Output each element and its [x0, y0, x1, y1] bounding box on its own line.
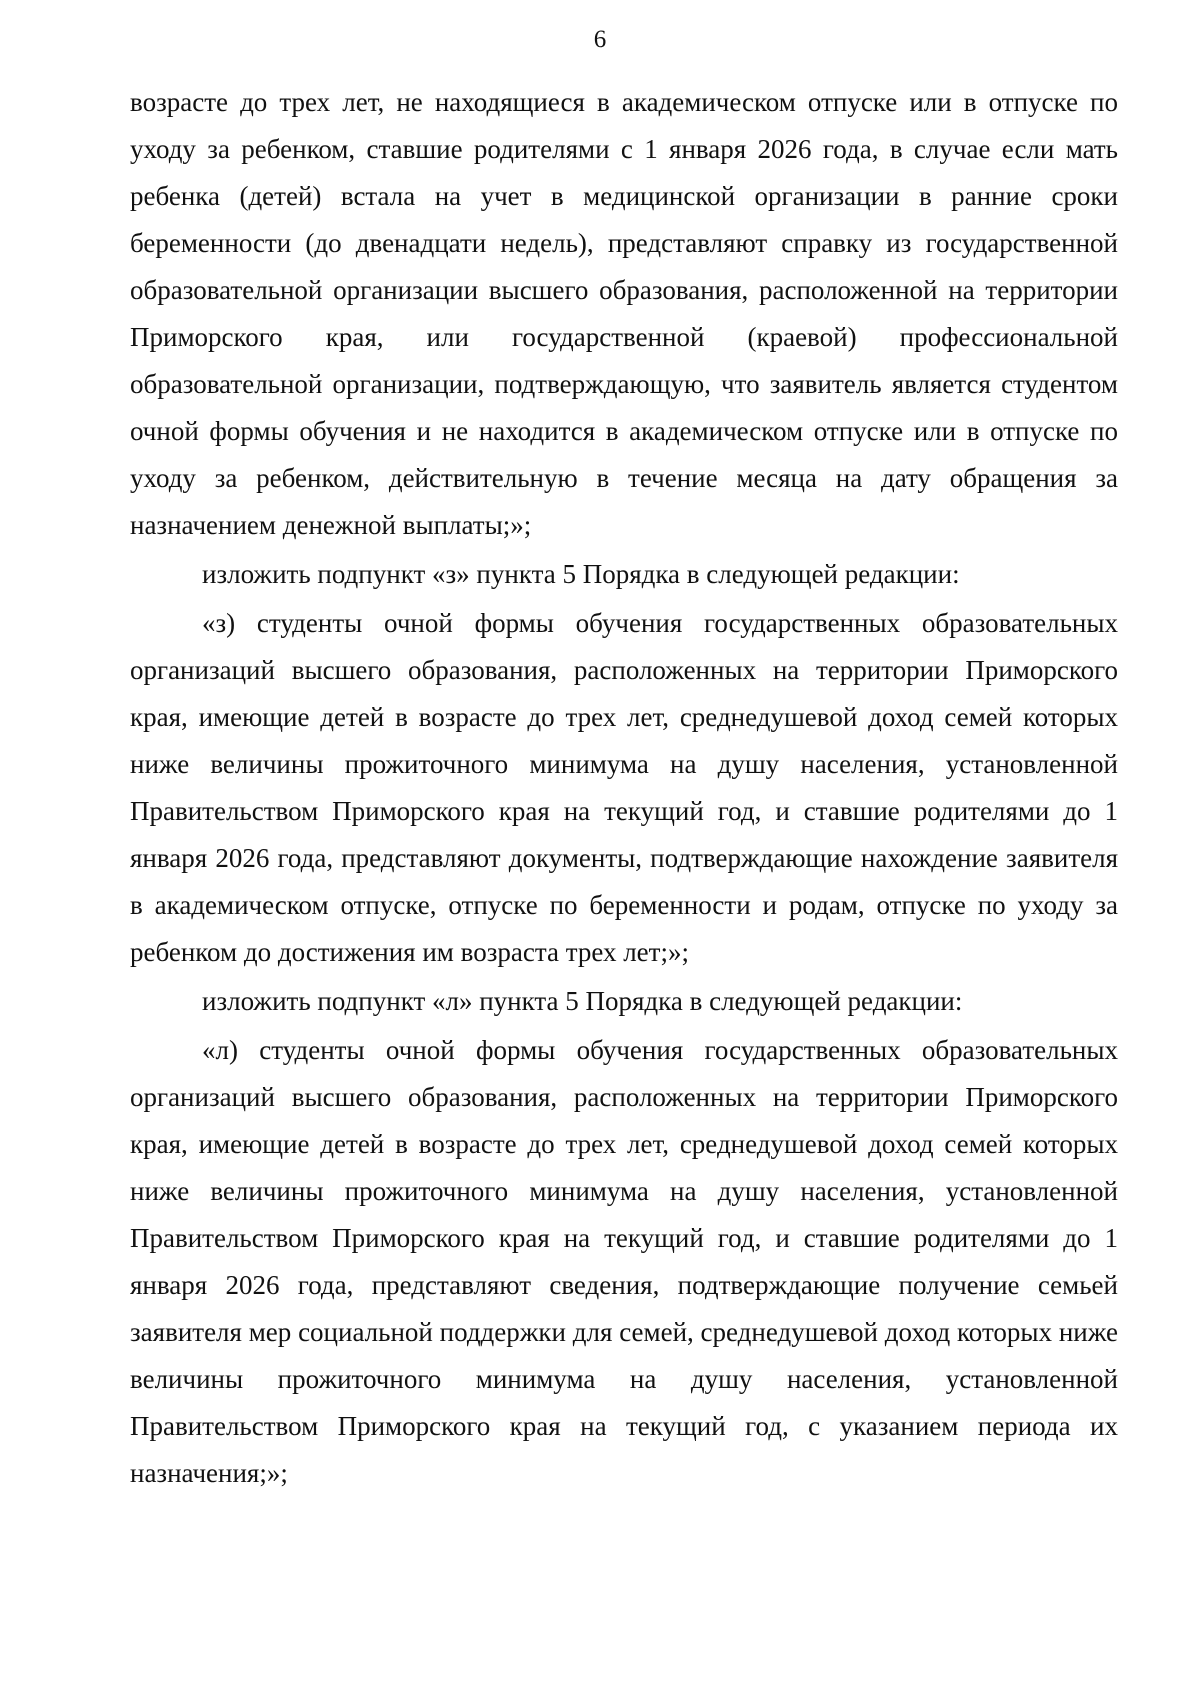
paragraph-subitem-l: «л) студенты очной формы обучения государственных образовательных организаций высшего образования, расположенных на территории Приморского края, имеющие детей в возрасте до трех лет, среднедушевой доход семей которых ниже величины прожиточного минимума на душу населения, установленной Правительством Приморского края на текущий год, и ставшие родителями до 1 января 2026 года, представляют сведения, подтверждающие получение семьей заявителя мер социальной поддержки для семей, среднедушевой доход которых ниже величины прожиточного минимума на душу населения, установленной Правительством Приморского края на текущий год, с указанием периода их назначения;»; [130, 1035, 1118, 1488]
page-number: 6 [593, 26, 607, 53]
document-body [130, 79, 1118, 1497]
paragraph-instruction-z: изложить подпункт «з» пункта 5 Порядка в следующей редакции: [202, 559, 960, 589]
paragraph-continuation: возрасте до трех лет, не находящиеся в академическом отпуске или в отпуске по уходу за ребенком, ставшие родителями с 1 января 2026 года, в случае если мать ребенка (детей) встала на учет в медицинской организации в ранние сроки беременности (до двенадцати недель), представляют справку из государственной образовательной организации высшего образования, расположенной на территории Приморского края, или государственной (краевой) профессиональной образовательной организации, подтверждающую, что заявитель является студентом очной формы обучения и не находится в академическом отпуске или в отпуске по уходу за ребенком, действительную в течение месяца на дату обращения за назначением денежной выплаты;»; [130, 87, 1118, 540]
paragraph-instruction-l: изложить подпункт «л» пункта 5 Порядка в следующей редакции: [202, 986, 963, 1016]
paragraph-subitem-z: «з) студенты очной формы обучения государственных образовательных организаций высшего образования, расположенных на территории Приморского края, имеющие детей в возрасте до трех лет, среднедушевой доход семей которых ниже величины прожиточного минимума на душу населения, установленной Правительством Приморского края на текущий год, и ставшие родителями до 1 января 2026 года, представляют документы, подтверждающие нахождение заявителя в академическом отпуске, отпуске по беременности и родам, отпуске по уходу за ребенком до достижения им возраста трех лет;»; [130, 608, 1118, 967]
